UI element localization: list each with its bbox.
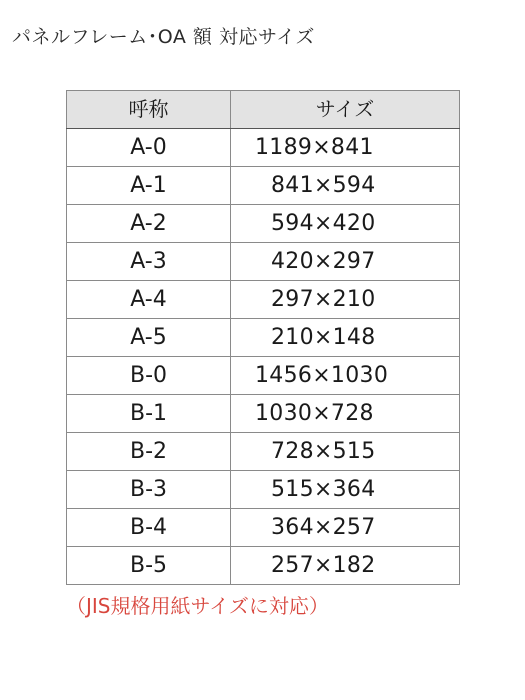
size-dimension-cell: 420×297 [231,243,460,281]
table-row [67,471,460,509]
size-dimension-cell: 1030×728 [231,395,460,433]
size-name-cell: B-4 [67,509,231,547]
size-dimension-cell: 594×420 [231,205,460,243]
table-row [67,509,460,547]
size-name-cell: B-2 [67,433,231,471]
column-header-size: サイズ [231,91,460,129]
size-name-cell: B-0 [67,357,231,395]
size-dimension-cell: 257×182 [231,547,460,585]
size-name-cell: A-5 [67,319,231,357]
size-name-cell: B-5 [67,547,231,585]
size-dimension-cell: 728×515 [231,433,460,471]
size-dimension-cell: 1189×841 [231,129,460,167]
table-header-row [67,91,460,129]
table-row [67,281,460,319]
size-name-cell: A-4 [67,281,231,319]
size-dimension-cell: 515×364 [231,471,460,509]
size-name-cell: A-3 [67,243,231,281]
size-dimension-cell: 297×210 [231,281,460,319]
size-name-cell: A-1 [67,167,231,205]
size-name-cell: A-2 [67,205,231,243]
size-dimension-cell: 1456×1030 [231,357,460,395]
table-row [67,547,460,585]
table-row [67,433,460,471]
size-name-cell: B-3 [67,471,231,509]
size-name-cell: B-1 [67,395,231,433]
table-row [67,205,460,243]
page-title: パネルフレーム･OA 額 対応サイズ [12,26,315,48]
table-row [67,357,460,395]
jis-footnote: （JIS規格用紙サイズに対応） [66,594,329,618]
table-row [67,319,460,357]
table-row [67,129,460,167]
size-table [66,90,460,585]
table-row [67,167,460,205]
column-header-name: 呼称 [67,91,231,129]
size-dimension-cell: 841×594 [231,167,460,205]
table-row [67,395,460,433]
size-dimension-cell: 210×148 [231,319,460,357]
size-name-cell: A-0 [67,129,231,167]
size-dimension-cell: 364×257 [231,509,460,547]
table-row [67,243,460,281]
